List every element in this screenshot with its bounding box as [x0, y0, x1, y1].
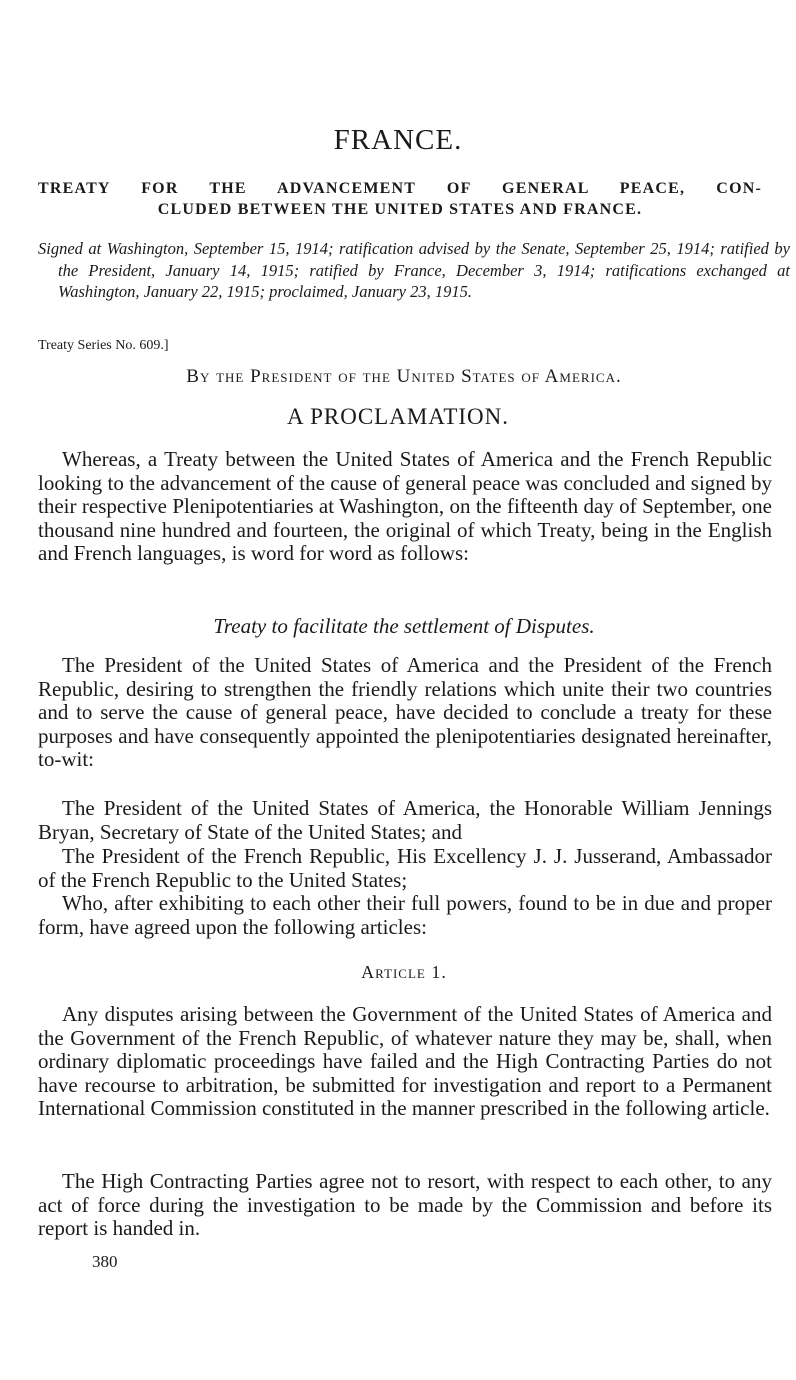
treaty-series-number: Treaty Series No. 609.]	[38, 338, 169, 353]
page-number: 380	[92, 1252, 118, 1271]
treaty-heading-line-2: CLUDED BETWEEN THE UNITED STATES AND FRANCE.	[157, 201, 643, 218]
country-title: FRANCE.	[333, 124, 463, 156]
treaty-subtitle: Treaty to facilitate the settlement of Disputes.	[213, 614, 595, 638]
by-the-president-line: By the President of the United States of America.	[186, 366, 622, 387]
preamble-paragraph: The President of the United States of America and the President of the French Republic, desiring to strengthen the friendly relations which unite their two countries and to serve the cause of general peace, have decided to conclude a treaty for these purposes and have consequently appointed the plenipotentiaries designated hereinafter, to-wit:	[38, 653, 772, 771]
full-powers-paragraph: Who, after exhibiting to each other their full powers, found to be in due and proper form, have agreed upon the following articles:	[38, 891, 772, 939]
treaty-heading	[38, 178, 762, 220]
plenipotentiary-us-paragraph: The President of the United States of America, the Honorable William Jennings Bryan, Secretary of State of the United States; and	[38, 796, 772, 844]
treaty-heading-line-1: TREATY FOR THE ADVANCEMENT OF GENERAL PEACE, CON-	[38, 180, 762, 197]
plenipotentiary-fr-paragraph: The President of the French Republic, His Excellency J. J. Jusserand, Ambassador of the French Republic to the United States;	[38, 844, 772, 892]
article-1-heading: Article 1.	[361, 962, 447, 982]
article-1-paragraph-2: The High Contracting Parties agree not to resort, with respect to each other, to any act of force during the investigation to be made by the Commission and before its report is handed in.	[38, 1169, 772, 1240]
signed-note: Signed at Washington, September 15, 1914; ratification advised by the Senate, September 25, 1914; ratified by the President, January 14, 1915; ratified by France, December 3, 1914; ratifications exchanged at Washington, January 22, 1915; proclaimed, January 23, 1915.	[38, 239, 790, 301]
article-1-paragraph-1: Any disputes arising between the Government of the United States of America and the Government of the French Republic, of whatever nature they may be, shall, when ordinary diplomatic proceedings have failed and the High Contracting Parties do not have recourse to arbitration, be submitted for investigation and report to a Permanent International Commission constituted in the manner prescribed in the following article.	[38, 1002, 772, 1120]
whereas-paragraph: Whereas, a Treaty between the United States of America and the French Republic looking to the advancement of the cause of general peace was concluded and signed by their respective Plenipotentiaries at Washington, on the fifteenth day of September, one thousand nine hundred and fourteen, the original of which Treaty, being in the English and French languages, is word for word as follows:	[38, 447, 772, 565]
proclamation-title: A PROCLAMATION.	[286, 404, 510, 429]
